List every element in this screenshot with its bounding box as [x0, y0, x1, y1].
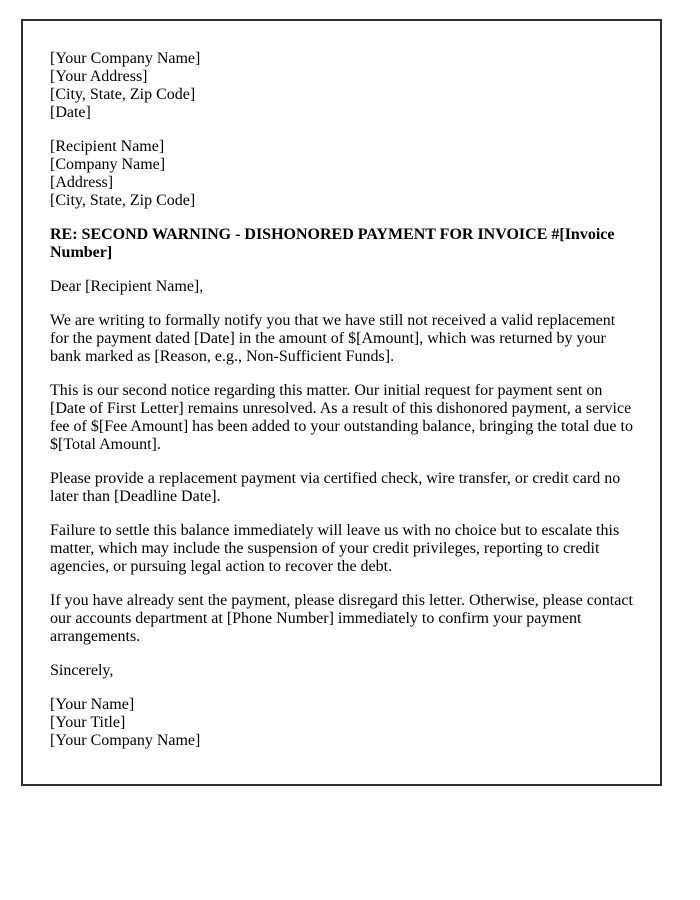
body-paragraph-replacement-request: Please provide a replacement payment via certified check, wire transfer, or credit card no later than [Deadline Date]. — [50, 470, 621, 505]
sender-company-name: [Your Company Name] — [50, 50, 201, 67]
letter-document — [21, 19, 662, 786]
signature-title: [Your Title] — [50, 714, 126, 731]
recipient-address: [Address] — [50, 174, 114, 191]
body-paragraph-notify: We are writing to formally notify you that we have still not received a valid replacement for the payment dated [Date] in the amount of $[Amount], which was returned by your bank marked as [Reason, e.g., Non-Sufficient Funds]. — [50, 312, 616, 365]
signature-name: [Your Name] — [50, 696, 135, 713]
signature-company-name: [Your Company Name] — [50, 732, 201, 749]
salutation: Dear [Recipient Name], — [50, 278, 204, 295]
recipient-city-state-zip: [City, State, Zip Code] — [50, 192, 196, 209]
body-paragraph-second-notice: This is our second notice regarding this matter. Our initial request for payment sent on [Date of First Letter] remains unresolved. As a result of this dishonored payment, a service fee of $[Fee Amount] has been added to your outstanding balance, bringing the total due to $[Total Amount]. — [50, 382, 633, 453]
sender-address: [Your Address] — [50, 68, 148, 85]
recipient-company-name: [Company Name] — [50, 156, 166, 173]
subject-line: RE: SECOND WARNING - DISHONORED PAYMENT FOR INVOICE #[Invoice Number] — [50, 226, 615, 261]
sender-city-state-zip: [City, State, Zip Code] — [50, 86, 196, 103]
body-paragraph-contact: If you have already sent the payment, please disregard this letter. Otherwise, please contact our accounts department at [Phone Number] immediately to confirm your payment arrangements. — [50, 592, 633, 645]
letter-date: [Date] — [50, 104, 91, 121]
body-paragraph-escalation-warning: Failure to settle this balance immediately will leave us with no choice but to escalate this matter, which may include the suspension of your credit privileges, reporting to credit agencies, or pursuing legal action to recover the debt. — [50, 522, 620, 575]
recipient-address-block — [50, 138, 635, 210]
recipient-name: [Recipient Name] — [50, 138, 165, 155]
signature-block — [50, 696, 635, 750]
sender-address-block — [50, 50, 635, 122]
closing: Sincerely, — [50, 662, 114, 679]
